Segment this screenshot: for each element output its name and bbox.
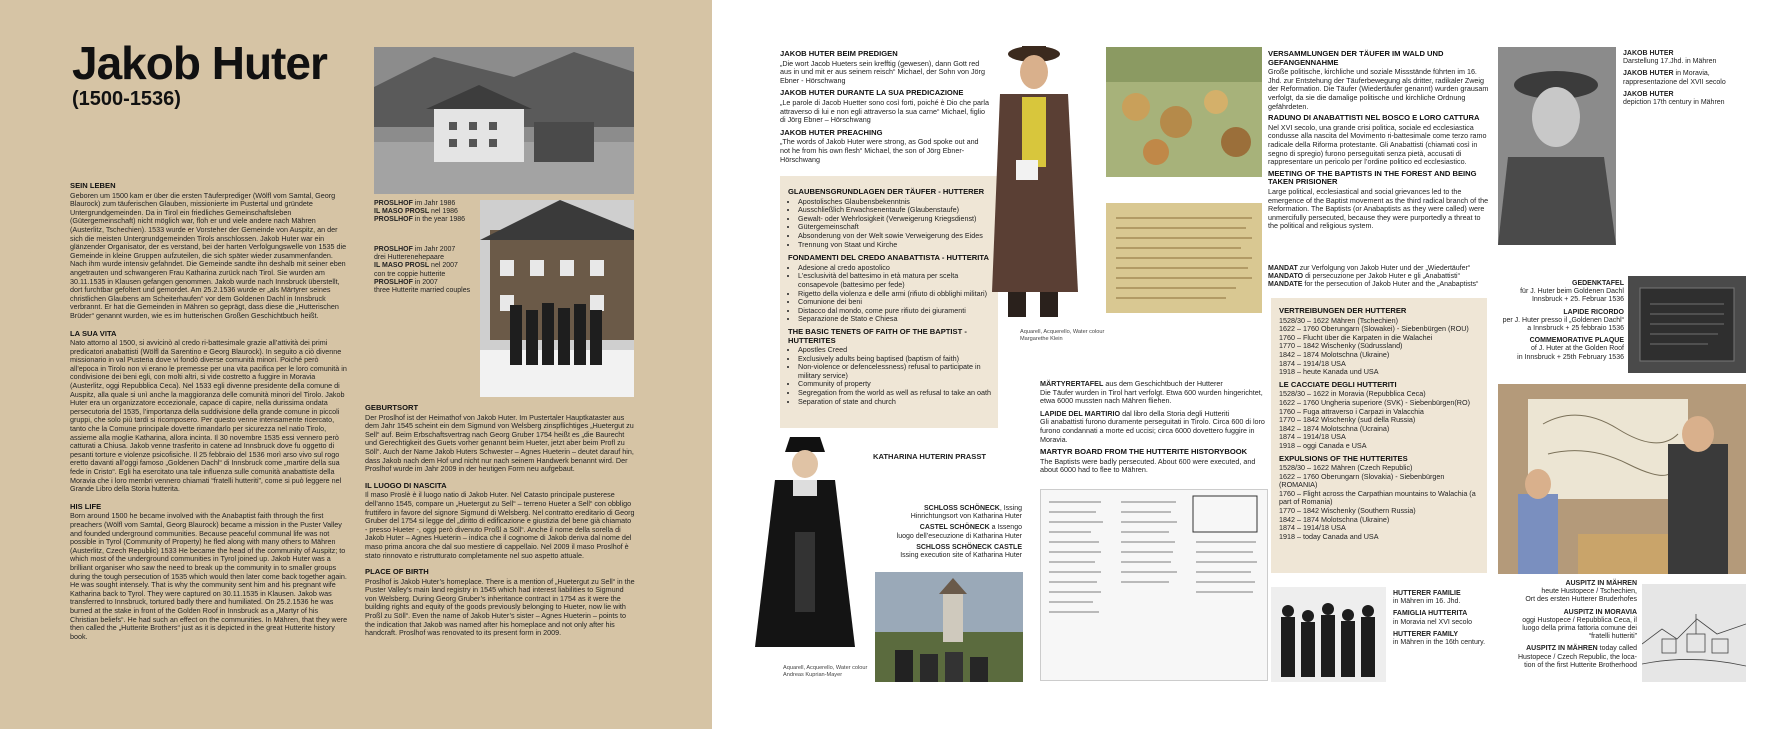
place-of-birth-column — [365, 404, 635, 638]
text-versammlungen: Große politische, kirchliche und soziale Missstände führten im 16. Jhd. zur Entstehung der Täuferbewegung als dritter, radikaler Zweig der Reformation. Die Täufer (Wiedertäufer genannt) wurden grausam verfolgt, da sie die damalige politische und kirchliche Ordnung gefährdeten. — [1268, 67, 1489, 111]
text-la-sua-vita: Nato attorno al 1500, si avvicinò al credo ri-battesimale grazie all’attività dei primi predicatori anabattisti (Wölfl da Sarentino e Georg Blaurock). In seguito a ciò divenne missionario in val Pusteria dove vi fondò diverse comunità minori. Poiché però all’epoca in Tirolo non vi erano le premesse per una vita pacifica per le loro comunità in condivisione dei beni egli, con molti altri, si vide costretto a fuggire in Moravia (Austerlitz, oggi Repubblica Ceca). Nel 1533 egli divenne presidente della comune di Auspitz, alla quale si unì anche la maggioranza delle comunità minori del Tirolo. Jakob Huter era un organizzatore eccezionale, capace di capire, nella durissima ondata persecutoria del 1535, l’importanza della suddivisione della grande comune in piccoli gruppi, che solo più tardi si ricomposero. Per questo venne intensamente ricercato, tanto che la Comune principale dovette rimandarlo per sicurezza nel natio Tirolo, assieme alla moglie Katharina, allora incinta. Il 30 novembre 1535 essi vennero però catturati a Chiusa. Jakob venne trasferito in catene ad Innsbruck dove fu oggetto di pesanti torture e violenze psicofisiche. Il 25 febbraio del 1536 morì arso vivo sul rogo eretto davanti all’oggi famoso „Goldenen Dachl“ di Innsbruck come „martire della sua fede in Cristo“. Egli ha esercitato una tale influenza sulle comunità anabattiste della Moravia che i loro membri vennero chiamati “fratelli hutteriti”, come si può leggere nel Grande Libro della Storia hutterita. — [70, 338, 347, 494]
heading-expulsions: EXPULSIONS OF THE HUTTERITES — [1279, 453, 1408, 463]
heading-predicazione: JAKOB HUTER DURANTE LA SUA PREDICAZIONE — [780, 88, 964, 98]
heading-la-sua-vita: LA SUA VITA — [70, 328, 117, 338]
proslhof-2007-image — [480, 200, 634, 397]
text-preaching: „The words of Jakob Huter were strong, as God spoke out and not he from his own flesh“ Michael, the son of Jörg Ebner-Hörschwang — [780, 137, 979, 164]
katharina-title: KATHARINA HUTERIN PRASST — [873, 452, 987, 461]
photo-proslhof-2007 — [480, 200, 634, 397]
text-sein-leben: Geboren um 1500 kam er über die ersten Täuferprediger (Wölfl vom Samtal, Georg Blaurock) zum täuferischen Glauben, missionierte im Pustertal und gründete Untergrundgemeinden. Da in Tirol ein friedliches Gemeinschaftsleben (Gütergemeinschaft) nicht möglich war, floh er und viele andere nach Mähren (Austerlitz, Tschechien). 1533 wurde er Vorsteher der Gemeinde von Auspitz, an der sich die meisten Untergrundgemeinden Tirols anschlossen. Jakob Huter war ein glänzender Organisator, der es verstand, bei der harten Verfolgungswelle von 1535 die Gemeinde in kleine Gruppen aufzuteilen, die sich später wieder zusammenfanden. Nach ihm wurde intensiv gefahndet. Die Gemeinde sandte ihn deshalb mit seiner eben angetrauten und schwangeren Frau Katharina zurück nach Tirol. Sie wurden am 30.11.1535 in Klausen gefangen genommen. Jakob wurde nach Innsbruck überstellt, dort furchtbar gefoltert und gemordet. Am 25.2.1536 wurde er „als Märtyrer seines christlichen Glaubens am Scheiterhaufen“ vor dem Goldenen Dachl in Innsbruck verbrannt. Er hat die Gemeinden in Mähren so geprägt, dass diese die „Hutterischen Brüder“ genannt wurden, wie es im hutterischen Großen Geschichtbuch heißt. — [70, 190, 347, 320]
heading-basic-tenets: THE BASIC TENETS OF FAITH OF THE BAPTIST - HUTTERITES — [788, 326, 967, 345]
painting-meeting-forest — [1106, 47, 1262, 177]
martyr-board-text: MÄRTYRERTAFEL aus dem Geschichtbuch der Hutterer Die Täufer wurden in Tirol hart verfolgt. Etwa 600 wurden hingerichtet, etwa 6000 mussten nach Mähren fliehen. LAPIDE DEL MARTIRIO dal libro della Storia degli Hutteriti Gli anabattisti furono duramente perseguitati in Tirolo. Circa 600 di loro furono condannati a morte ed uccisi; circa 6000 dovettero fuggire in Moravia. MARTYR BOARD FROM THE HUTTERITE HISTORYBOOK The Baptists were badly persecuted. About 600 were executed, and about 6000 had to flee to Mähren. — [1040, 379, 1265, 475]
left-text-column — [70, 182, 348, 641]
engraving-auspitz — [1642, 584, 1746, 682]
martyr-board-image — [1040, 489, 1268, 681]
heading-raduno: RADUNO DI ANABATTISTI NEL BOSCO E LORO CATTURA — [1268, 113, 1480, 123]
photo-proslhof-1986 — [374, 47, 634, 194]
page-subtitle: (1500-1536) — [72, 88, 181, 110]
preacher-figure-image — [978, 42, 1090, 327]
heading-versammlungen: VERSAMMLUNGEN DER TÄUFER IM WALD UND GEFANGENNAHME — [1268, 49, 1444, 67]
list-fondamenti: • Adesione al credo apostolico • L’esclusività del battesimo in età matura per scelta consapevole (battesimo per fede) • Rigetto della violenza e delle armi (rifiuto di obblighi militari) • Comunione dei beni • Distacco dal mondo, come pure rifiuto dei giuramenti • Separazione de Stato e Chiesa — [788, 264, 993, 324]
caption-proslhof-2007: PROSLHOF im Jahr 2007 drei Hutterenehepaare IL MASO PROSL nel 2007 con tre coppie hutterite PROSLHOF in 2007 three Hutterite married couples — [374, 246, 471, 295]
page-gutter — [712, 0, 724, 729]
auspitz-captions: AUSPITZ IN MÄHREN heute Hustopece / Tschechien, Ort des ersten Hutterer Bruderhofes AUSPITZ IN MORAVIA oggi Hustopece / Repubblica Ceca, il luogo della prima fattoria comune dei “fratelli hutteriti” AUSPITZ IN MÄHREN today called Hustopece / Czech Republic, the loca- tion of the first Hutterite Brotherhood — [1517, 580, 1637, 669]
heading-preaching: JAKOB HUTER PREACHING — [780, 127, 883, 137]
text-predicazione: „Le parole di Jacob Huetter sono così forti, poiché è Dio che parla attraverso di lui e non egli attraverso la sua carne“ Michael, figlio di Jörg Ebner – Hörschwang — [780, 97, 989, 125]
caption-huter-watercolor: Aquarell, Acquerello, Water colour Margarethe Klein — [1020, 329, 1105, 342]
portrait-captions: JAKOB HUTER Darstellung 17.Jhd. in Mähren JAKOB HUTER in Moravia, rappresentazione del XVII secolo JAKOB HUTER depiction 17th century in Mähren — [1623, 50, 1726, 107]
proslhof-1986-image — [374, 47, 634, 194]
jakob-huter-watercolor — [978, 42, 1090, 327]
woodcut-hutterite-family — [1271, 587, 1386, 682]
text-place-of-birth: Proslhof is Jakob Huter’s homeplace. There is a mention of „Huetergut zu Sell“ in the Puster Valley’s main land registry in 1545 which had interest liabilities to Sigmund von Welsberg. During Georg Gruber’s inheritance contract in 1754 as it were the building rights and equity of the goods previously belonging to Hueter, now lie with Proßl zu Söll“. Even the name of Jakob Huter’s sister – Agnes Hueterin – points to the indication that Jakob was named after his homeplace and not only after his handcraft. Proslhof was renovated to its present form in 2009. — [365, 576, 635, 638]
heading-cacciate: LE CACCIATE DEGLI HUTTERITI — [1279, 379, 1397, 389]
heading-his-life: HIS LIFE — [70, 501, 102, 511]
list-basic-tenets: • Apostles Creed • Exclusively adults being baptised (baptism of faith) • Non-violence or defencelessness) refusal to participate in military service) • Community of property • Segregation from the world as well as refusal to take an oath • Separation of state and church — [788, 346, 993, 406]
heading-sein-leben: SEIN LEBEN — [70, 181, 116, 190]
family-woodcut-image — [1271, 587, 1386, 682]
katharina-figure-image — [745, 432, 865, 660]
martyr-list-image — [1041, 490, 1267, 680]
text-raduno: Nel XVI secolo, una grande crisi politica, sociale ed ecclesiastica condusse alla nascita del Movimento ri-battesimale come terzo ramo radicale della Riforma protestante. Gli Anabattisti (chiamati così in segno di spregio) furono perseguitati senza pietà, accusati di rappresentare un pericolo per l’ordine politico ed ecclesiastico. — [1268, 122, 1487, 167]
heading-vertreibungen: VERTREIBUNGEN DER HUTTERER — [1279, 306, 1407, 315]
heading-glaubensgrundlagen: GLAUBENSGRUNDLAGEN DER TÄUFER - HUTTERER — [788, 187, 985, 196]
heading-fondamenti: FONDAMENTI DEL CREDO ANABATTISTA - HUTTERITA — [788, 253, 989, 263]
forest-meeting-text — [1268, 50, 1490, 231]
expulsions-text: VERTREIBUNGEN DER HUTTERER 1528/30 – 1622 Mähren (Tschechien) 1622 – 1760 Oberungarn (Slowakei) - Siebenbürgen (ROU) 1760 – Flucht über die Karpaten in die Walachei 1770 – 1842 Wischenky (Südrussland) 1842 – 1874 Molotschna (Ukraine) 1874 – 1914/18 USA 1918 – heute Kanada und USA LE CACCIATE DEGLI HUTTERITI 1528/30 – 1622 in Moravia (Repubblica Ceca) 1622 – 1760 Ungheria superiore (SVK) - Siebenbürgen(RO) 1760 – Fuga attraverso i Carpazi in Valacchia 1770 – 1842 Wischenky (sud della Russia) 1842 – 1874 Molotschna (Ucraina) 1874 – 1914/18 USA 1918 – oggi Canada e USA EXPULSIONS OF THE HUTTERITES 1528/30 – 1622 Mähren (Czech Republic) 1622 – 1760 Oberungarn (Slovakia) - Siebenbürgen (ROMANIA) 1760 – Flight across the Carpathian mountains to Walachia (a part of Romania) 1770 – 1842 Wischenky (Southern Russia) 1842 – 1874 Molotschna (Ukraine) 1874 – 1914/18 USA 1918 – today Canada and USA — [1279, 307, 1484, 541]
portrait-image — [1498, 47, 1616, 245]
schloss-captions: SCHLOSS SCHÖNECK, Issing Hinrichtungsort von Katharina Huter CASTEL SCHÖNECK a Issengo luogo dell’esecuzione di Katharina Huter SCHLOSS SCHÖNECK CASTLE Issing execution site of Katharina Huter — [896, 505, 1022, 560]
heading-luogo-di-nascita: IL LUOGO DI NASCITA — [365, 480, 447, 490]
text-his-life: Born around 1500 he became involved with the Anabaptist faith through the first preachers (Wölfl vom Samtal, Georg Blaurock) became a mission in the Puster Valley and founded underground communities. Because peaceful communal life was not possible in Tyrol (Community of Property) he fled along with many others to Mähren (Austerlitz, Czech Republic) 1533 He became the head of the community of Auspitz; to which most of the underground communities in Tyrol joined up. Jakob Huter was a brilliant organiser who saw the need to break up the community in to smaller groups during the tough persecution of 1535 which would then later come back together again. He was sought intensely. That is why the community sent him and his pregnant wife Katharina back to Tyrol. They were captured on 30.11.1535 in Klausen. Jakob was transferred to Innsbruck, tortured badly there and humiliated. On 25.2.1536 he was burned at the stake in front of the Golden Roof in Innsbruck as a „Martyr of his Christian beliefs“. He had such an effect on the communities. In Mähren, that they were then called the „Hutterite Brothers“ just as it is depicted in the great Hutterite history book. — [70, 511, 348, 641]
mandat-captions: MANDAT zur Verfolgung von Jakob Huter und der „Wiedertäufer“ MANDATO di persecuzione per Jakob Huter e gli „Anabattisti“ MANDATE for the persecution of Jakob Huter and the „Anabaptists“ — [1268, 265, 1479, 289]
heading-beim-predigen: JAKOB HUTER BEIM PREDIGEN — [780, 49, 898, 58]
text-geburtsort: Der Proslhof ist der Heimathof von Jakob Huter. Im Pustertaler Hauptkataster aus dem Jahr 1545 scheint ein dem Sigmund von Welsberg zinspflichtiges „Huetergut zu Sell“ auf. Beim Erbschaftsvertrag nach Georg Gruber 1754 heißt es „die Baurecht und Gerechtigkeit des Guets vorher genannt beim Hueter, jetzt aber beim Profl zu Söll“. Auch der Name Jakob Huters Schwester – Agnes Hueterin – deutet darauf hin, dass Jakob nach dem Hof und nicht nur nach seinem Handwerk benannt wird. Der Proslhof wurde im Jahr 2009 in der heutigen Form neu aufgebaut. — [365, 412, 634, 474]
portrait-jakob-huter — [1498, 47, 1616, 245]
text-meeting: Large political, ecclesiastical and social grievances led to the emergence of the Baptist movement as the third radical branch of the Reformation. The Baptists (or Anabaptists as they were called) were unmercifully persecuted, because they were purportedly a threat to the political and religious system. — [1268, 186, 1489, 231]
caption-proslhof-1986: PROSLHOF im Jahr 1986 IL MASO PROSL nel 1986 PROSLHOF in the year 1986 — [374, 200, 466, 224]
manuscript-image — [1106, 203, 1262, 313]
text-beim-predigen: „Die wort Jacob Hueters sein krefftig (gewesen), dann Gott red aus in und mit er aus seinem reisch“ Michael, der Sohn von Jörg Ebner - Hörschwang — [780, 58, 985, 85]
classroom-image — [1498, 384, 1746, 574]
forest-meeting-image — [1106, 47, 1262, 177]
text-luogo-di-nascita: Il maso Proslè è il luogo natio di Jakob Huter. Nel Catasto principale pusterese dell’anno 1545, compare un „Huetergut zu Sell“ – terreno Hueter a Sell“ con obbligo fruttifero in favore del signore Sigmund di Welsberg. Nel contratto ereditario di Georg Gruber del 1754 si legge del „diritto di edificazione e giustizia del bene già chiamato - presso Hueter -, oggi però divenuto Proßl a Söll“. Anche il nome della sorella di Jakob Huter – Agnes Hueterin – indica che il cognome di Jakob deriva dal nome del maso prima ancora che dal suo mestiere di cappellaio. Nel 2009 il maso Proslhof è stato rinnovato e ristrutturato completamente nel suo aspetto attuale. — [365, 490, 635, 560]
castle-image — [875, 572, 1023, 682]
family-captions: HUTTERER FAMILIE in Mähren im 16. Jhd. FAMIGLIA HUTTERITA in Moravia nel XVI secolo HUTTERER FAMILY in Mähren in the 16th century. — [1393, 590, 1486, 647]
photo-memorial-plaque — [1628, 276, 1746, 373]
preaching-quotes — [780, 50, 990, 164]
katharina-watercolor — [745, 432, 865, 660]
faith-tenets — [788, 188, 993, 406]
photo-hutterite-classroom — [1498, 384, 1746, 574]
photo-schloss-schoeneck — [875, 572, 1023, 682]
page-title: Jakob Huter — [72, 37, 327, 89]
photo-mandat-manuscript — [1106, 203, 1262, 313]
heading-geburtsort: GEBURTSORT — [365, 403, 419, 412]
caption-katharina-watercolor: Aquarell, Acquerello, Water colour Andreas Kuprian-Mayer — [783, 665, 868, 678]
heading-meeting: MEETING OF THE BAPTISTS IN THE FOREST AND BEING TAKEN PRISIONER — [1268, 168, 1477, 187]
plaque-image — [1628, 276, 1746, 373]
plaque-captions: GEDENKTAFEL für J. Huter beim Goldenen Dachl Innsbruck + 25. Februar 1536 LAPIDE RICORDO per J. Huter presso il „Goldenen Dachl“ a Innsbruck + 25 febbraio 1536 COMMEMORATIVE PLAQUE of J. Huter at the Golden Roof in Innsbruck + 25th February 1536 — [1502, 280, 1624, 361]
auspitz-engraving-image — [1642, 584, 1746, 682]
list-glaubensgrundlagen: • Apostolisches Glaubensbekenntnis • Ausschließlich Erwachsenentaufe (Glaubenstaufe) • Gewalt- oder Wehrlosigkeit (Verweigerung Kriegsdienst) • Gütergemeinschaft • Absonderung von der Welt sowie Verweigerung des Eides • Trennung von Staat und Kirche — [788, 198, 993, 250]
heading-place-of-birth: PLACE OF BIRTH — [365, 567, 429, 577]
